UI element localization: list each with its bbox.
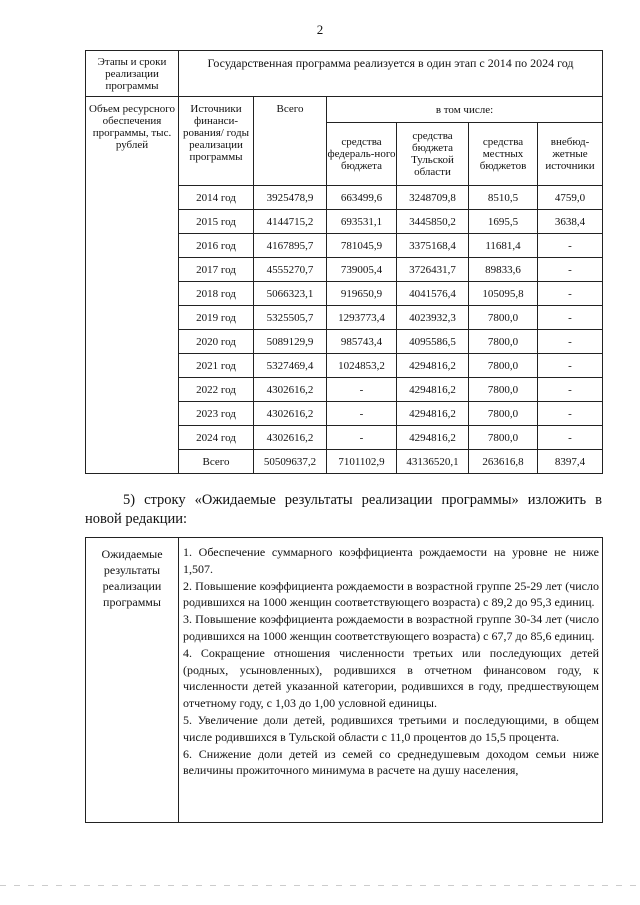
result-item: 1. Обеспечение суммарного коэффициента рождаемости на уровне не ниже 1,507. (183, 545, 599, 576)
regional-cell: 43136520,1 (397, 450, 469, 474)
scan-artifact (0, 885, 640, 886)
regional-cell: 4095586,5 (397, 330, 469, 354)
amendment-text: 5) строку «Ожидаемые результаты реализации программы» изложить в новой редакции: (85, 492, 602, 527)
funding-table (85, 50, 603, 474)
regional-cell: 3375168,4 (397, 234, 469, 258)
year-cell: 2023 год (179, 402, 254, 426)
federal-cell: 985743,4 (327, 330, 397, 354)
year-cell: 2016 год (179, 234, 254, 258)
federal-cell: - (327, 378, 397, 402)
local-cell: 7800,0 (469, 426, 538, 450)
total-cell: 5089129,9 (254, 330, 327, 354)
total-cell: 4302616,2 (254, 402, 327, 426)
col-local-header: средства местных бюджетов (469, 123, 538, 186)
year-cell: 2018 год (179, 282, 254, 306)
federal-cell: 919650,9 (327, 282, 397, 306)
extra-cell: 4759,0 (538, 186, 603, 210)
stages-text: Государственная программа реализуется в один этап с 2014 по 2024 год (179, 51, 603, 97)
amendment-paragraph (85, 491, 602, 529)
year-cell: 2021 год (179, 354, 254, 378)
extra-cell: 3638,4 (538, 210, 603, 234)
year-cell: 2017 год (179, 258, 254, 282)
year-cell: 2024 год (179, 426, 254, 450)
total-cell: 4144715,2 (254, 210, 327, 234)
local-cell: 7800,0 (469, 378, 538, 402)
extra-cell: - (538, 282, 603, 306)
year-cell: 2020 год (179, 330, 254, 354)
result-item: 4. Сокращение отношения численности третьих или последующих детей (родных, усыновленных), родившихся в отчетном финансовом году, к численности детей указанной категории, родившихся в году, предшествующем отчетному году, с 1,03 до 1,00 условной единицы. (183, 645, 599, 711)
federal-cell: 739005,4 (327, 258, 397, 282)
federal-cell: 1293773,4 (327, 306, 397, 330)
results-label: Ожидаемые результаты реализации программы (86, 538, 179, 823)
total-cell: 4167895,7 (254, 234, 327, 258)
col-sources-header: Источники финанси-рования/ годы реализации программы (179, 97, 254, 186)
extra-cell: - (538, 234, 603, 258)
total-cell: 3925478,9 (254, 186, 327, 210)
total-cell: 5325505,7 (254, 306, 327, 330)
federal-cell: 781045,9 (327, 234, 397, 258)
local-cell: 8510,5 (469, 186, 538, 210)
local-cell: 7800,0 (469, 330, 538, 354)
stages-label: Этапы и сроки реализации программы (86, 51, 179, 97)
year-cell: 2014 год (179, 186, 254, 210)
total-cell: 4555270,7 (254, 258, 327, 282)
result-item: 6. Снижение доли детей из семей со среднедушевым доходом семьи ниже величины прожиточного минимума в расчете на душу населения, (183, 746, 599, 778)
local-cell: 263616,8 (469, 450, 538, 474)
result-item: 2. Повышение коэффициента рождаемости в возрастной группе 25-29 лет (число родившихся на 1000 женщин соответствующего возраста) с 89,2 до 95,3 единиц. (183, 578, 599, 610)
col-regional-header: средства бюджета Тульской области (397, 123, 469, 186)
regional-cell: 3726431,7 (397, 258, 469, 282)
local-cell: 7800,0 (469, 402, 538, 426)
page-number: 2 (316, 22, 324, 37)
federal-cell: 7101102,9 (327, 450, 397, 474)
federal-cell: 693531,1 (327, 210, 397, 234)
local-cell: 11681,4 (469, 234, 538, 258)
results-content (179, 538, 603, 823)
regional-cell: 4294816,2 (397, 426, 469, 450)
col-total-header: Всего (254, 97, 327, 186)
total-cell: 4302616,2 (254, 378, 327, 402)
col-extra-header: внебюд-жетные источники (538, 123, 603, 186)
year-cell: 2022 год (179, 378, 254, 402)
extra-cell: 8397,4 (538, 450, 603, 474)
regional-cell: 4294816,2 (397, 402, 469, 426)
regional-cell: 4294816,2 (397, 354, 469, 378)
extra-cell: - (538, 426, 603, 450)
extra-cell: - (538, 306, 603, 330)
regional-cell: 3248709,8 (397, 186, 469, 210)
year-cell: 2019 год (179, 306, 254, 330)
year-cell: Всего (179, 450, 254, 474)
extra-cell: - (538, 354, 603, 378)
local-cell: 105095,8 (469, 282, 538, 306)
col-federal-header: средства федераль-ного бюджета (327, 123, 397, 186)
local-cell: 7800,0 (469, 354, 538, 378)
regional-cell: 4041576,4 (397, 282, 469, 306)
total-cell: 5066323,1 (254, 282, 327, 306)
total-cell: 4302616,2 (254, 426, 327, 450)
volume-label: Объем ресурсного обеспечения программы, тыс. рублей (86, 97, 179, 474)
result-item: 3. Повышение коэффициента рождаемости в возрастной группе 30-34 лет (число родившихся на 1000 женщин соответствующего возраста) с 67,7 до 85,6 единиц. (183, 612, 599, 643)
total-cell: 50509637,2 (254, 450, 327, 474)
regional-cell: 4023932,3 (397, 306, 469, 330)
extra-cell: - (538, 258, 603, 282)
federal-cell: - (327, 402, 397, 426)
year-cell: 2015 год (179, 210, 254, 234)
extra-cell: - (538, 330, 603, 354)
local-cell: 89833,6 (469, 258, 538, 282)
federal-cell: - (327, 426, 397, 450)
federal-cell: 1024853,2 (327, 354, 397, 378)
local-cell: 1695,5 (469, 210, 538, 234)
total-cell: 5327469,4 (254, 354, 327, 378)
results-table (85, 537, 603, 823)
local-cell: 7800,0 (469, 306, 538, 330)
regional-cell: 3445850,2 (397, 210, 469, 234)
result-item: 5. Увеличение доли детей, родившихся третьими и последующими, в общем числе родившихся в Тульской области с 11,0 процентов до 15,5 процента. (183, 712, 599, 744)
federal-cell: 663499,6 (327, 186, 397, 210)
regional-cell: 4294816,2 (397, 378, 469, 402)
col-including-header: в том числе: (327, 97, 603, 123)
extra-cell: - (538, 402, 603, 426)
extra-cell: - (538, 378, 603, 402)
